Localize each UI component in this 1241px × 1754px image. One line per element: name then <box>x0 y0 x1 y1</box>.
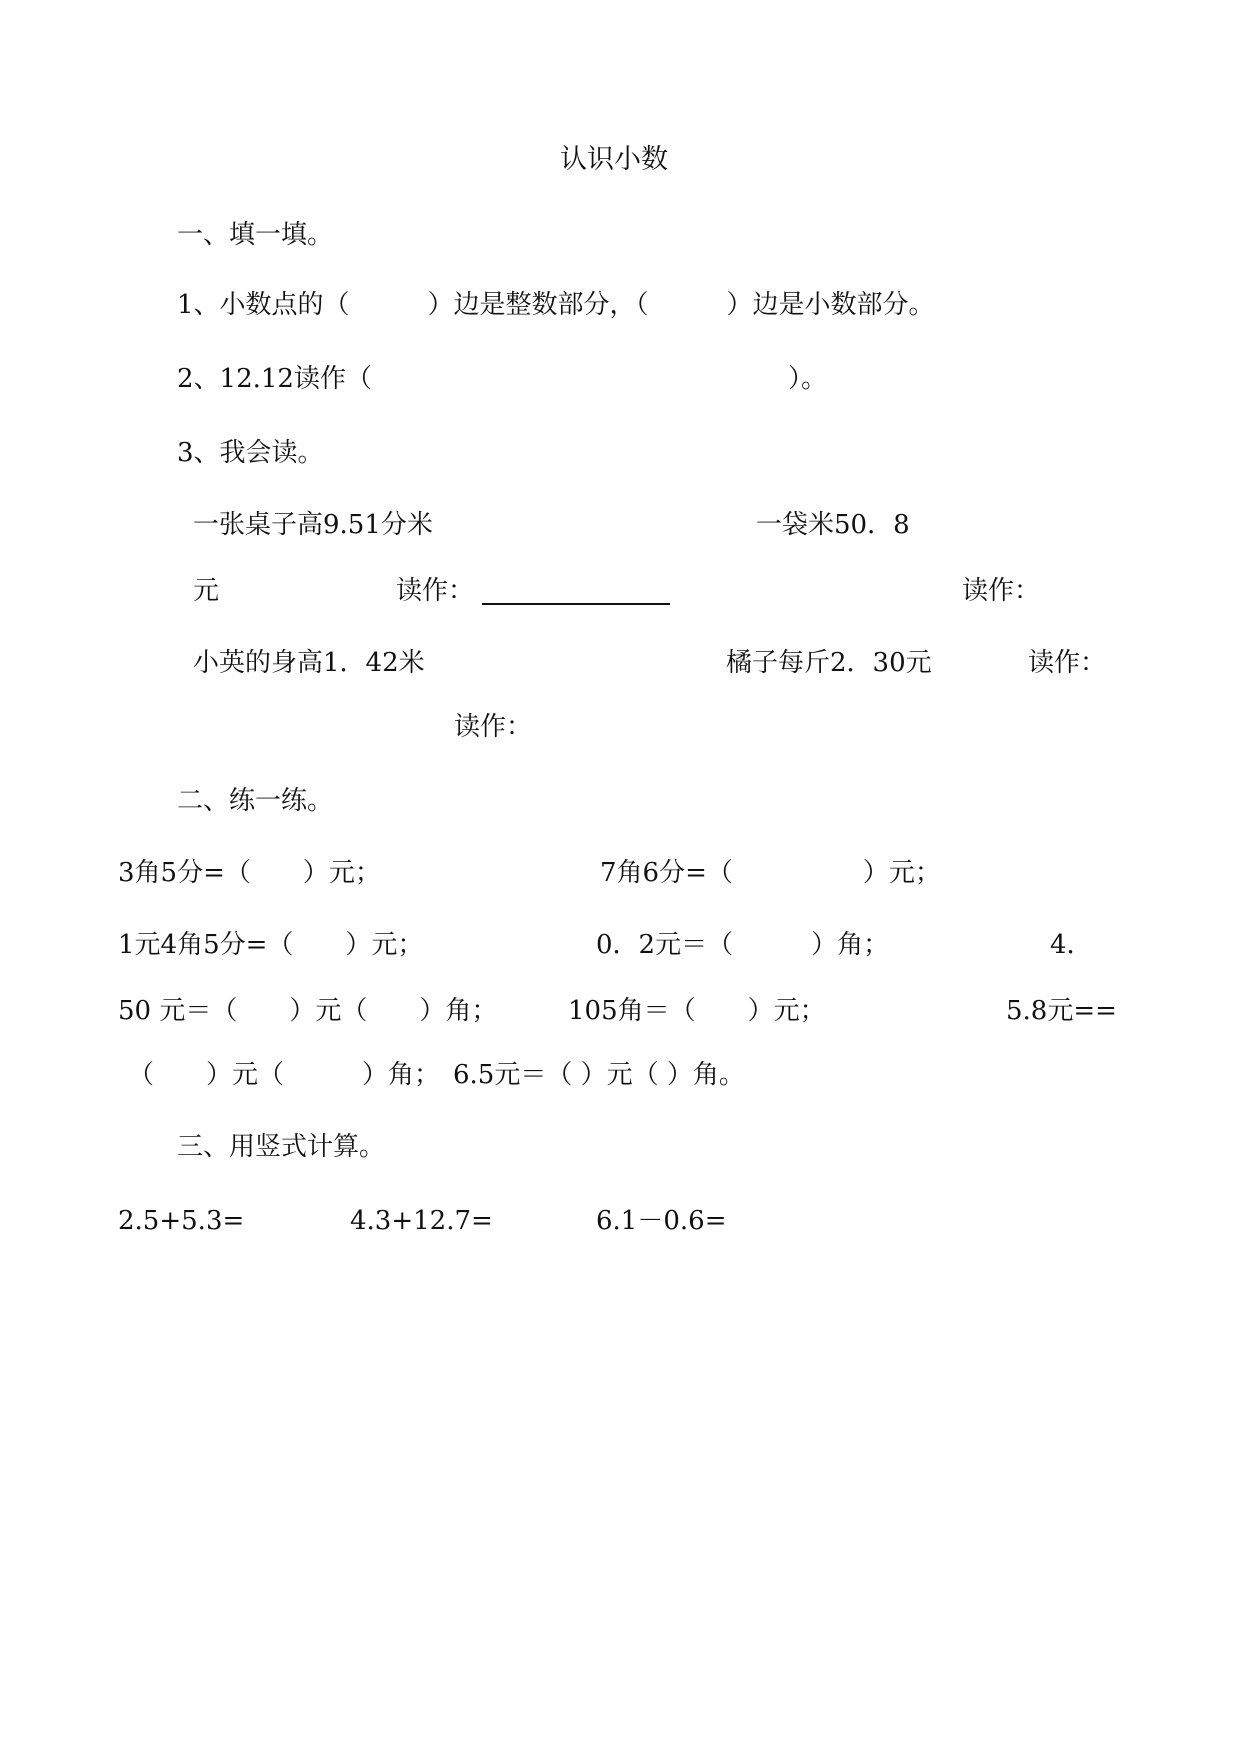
calc-expression: 4.3+12.7= <box>350 1206 493 1236</box>
exercise-item: 7角6分=（ ）元； <box>600 858 941 888</box>
read-label: 读作： <box>454 712 533 742</box>
exercise-item: （ ）元（ ）角； 6.5元＝（ ）元（ ）角。 <box>128 1060 745 1090</box>
exercise-item: 105角＝（ ）元； <box>568 996 826 1026</box>
exercise-item: 5.8元== <box>1006 996 1117 1026</box>
exercise-item: 3角5分=（ ）元； <box>118 858 381 888</box>
question-2: 2、12.12读作（ ）。 <box>177 364 827 394</box>
exercise-item: 4． <box>1050 930 1093 960</box>
question-1: 1、小数点的（ ）边是整数部分，（ ）边是小数部分。 <box>177 290 935 320</box>
orange-price-text: 橘子每斤2．30元 <box>726 648 932 678</box>
section-2-heading: 二、练一练。 <box>177 786 334 816</box>
rice-price-text: 一袋米50．8 <box>756 510 910 540</box>
exercise-item: 50 元＝（ ）元（ ）角； <box>118 996 498 1026</box>
read-label: 读作： <box>1028 648 1107 678</box>
exercise-item: 1元4角5分=（ ）元； <box>118 930 424 960</box>
read-label: 读作： <box>962 576 1041 606</box>
desk-height-text: 一张桌子高9.51分米 <box>193 510 433 540</box>
exercise-item: 0．2元＝（ ）角； <box>596 930 890 960</box>
read-label: 读作： <box>396 576 475 606</box>
calc-expression: 6.1－0.6= <box>596 1206 727 1236</box>
page-title: 认识小数 <box>560 144 668 175</box>
question-3: 3、我会读。 <box>177 438 324 468</box>
section-3-heading: 三、用竖式计算。 <box>177 1132 386 1162</box>
answer-underline[interactable] <box>482 603 670 605</box>
section-1-heading: 一、填一填。 <box>177 220 334 250</box>
calc-expression: 2.5+5.3= <box>118 1206 245 1236</box>
height-text: 小英的身高1．42米 <box>193 648 425 678</box>
yuan-text: 元 <box>193 576 220 606</box>
